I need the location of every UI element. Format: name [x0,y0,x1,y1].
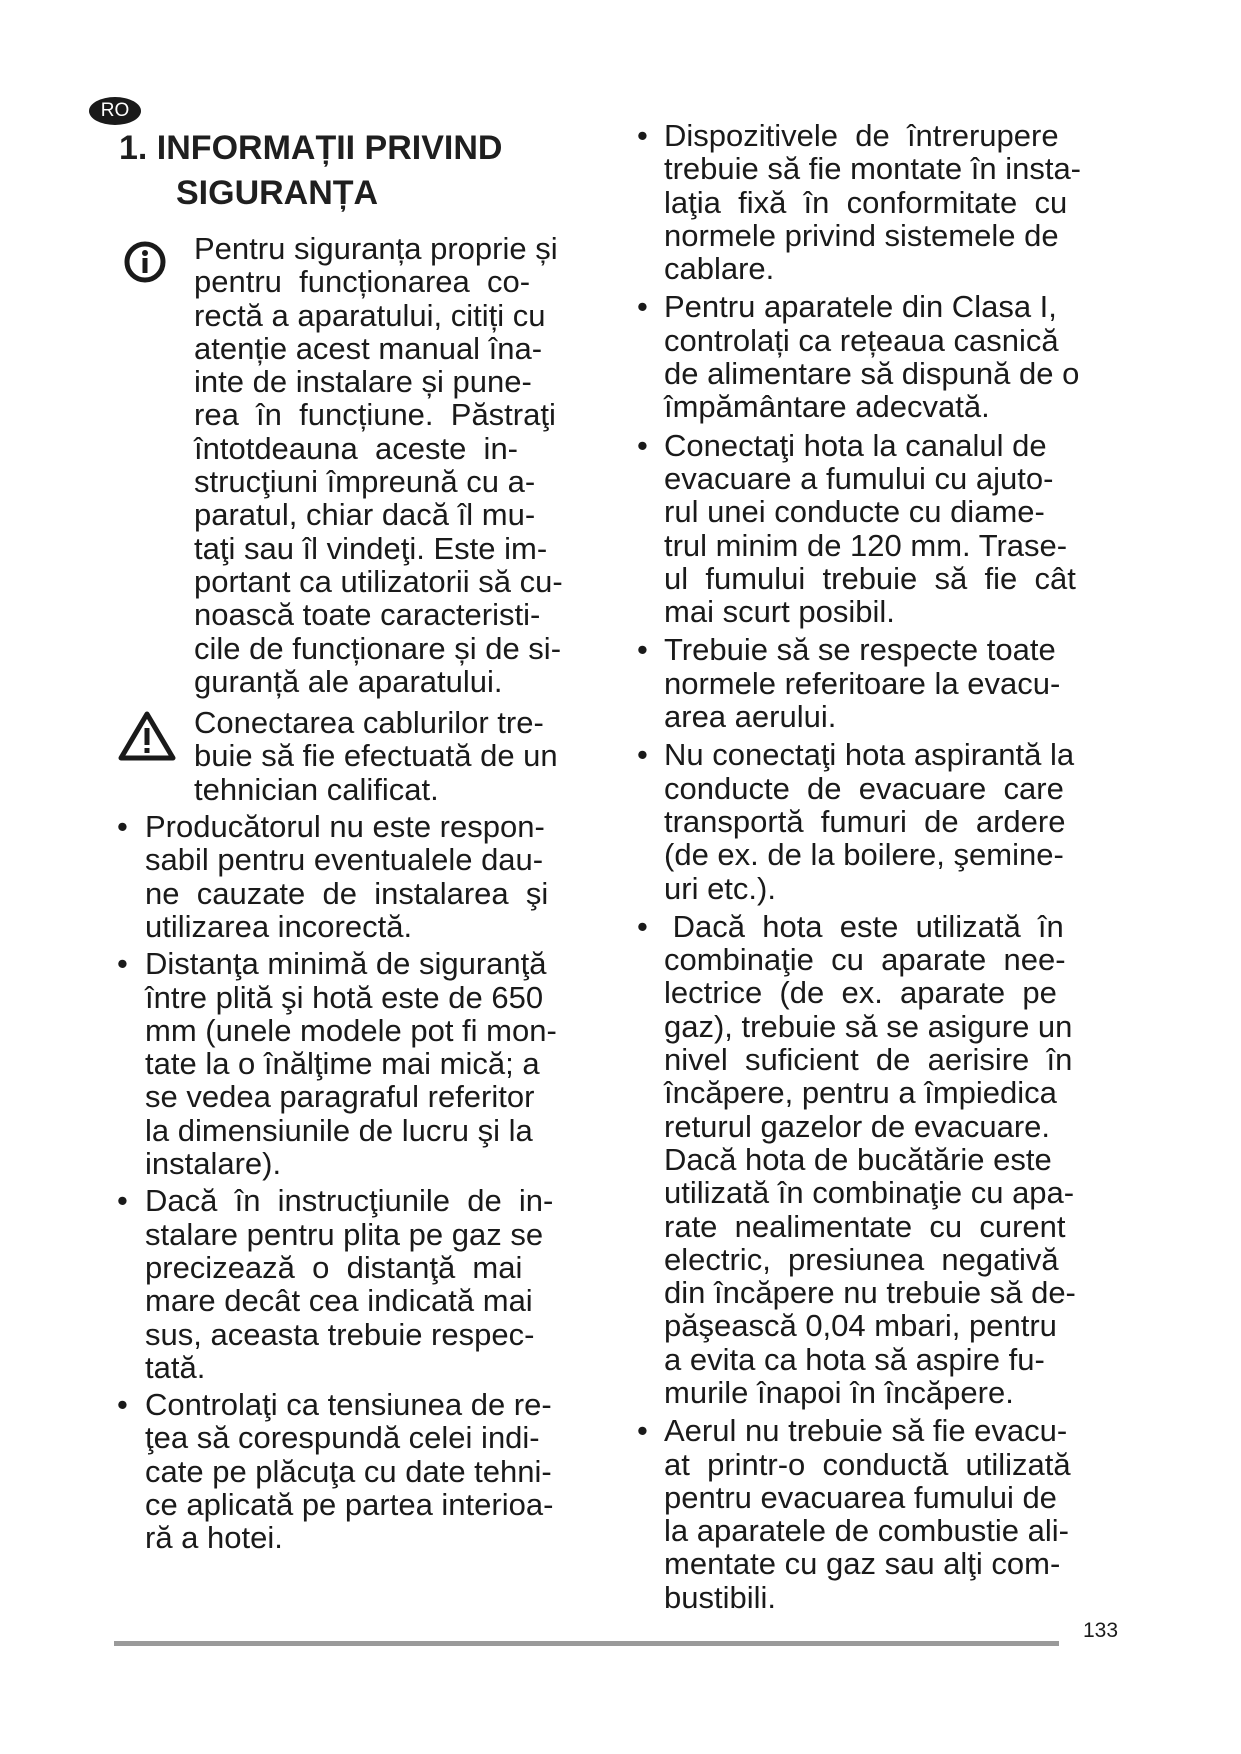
bullet-line: Dacă hota de bucătărie este [664,1141,1052,1177]
right-column [634,114,1174,1614]
bullet-line: at printr-o conductă utilizată [664,1446,1071,1482]
bullet-line: area aerului. [664,699,837,735]
bullet-line: (de ex. de la boilere, şemine- [664,837,1064,873]
bullet-line: murile înapoi în încăpere. [664,1374,1014,1410]
bullet-line: cablare. [664,251,775,287]
bullet-line: sus, aceasta trebuie respec- [145,1316,535,1352]
bullet-line: lectrice (de ex. aparate pe [664,975,1057,1011]
bullet-line: trul minim de 120 mm. Trase- [664,527,1068,563]
bullet-line: pentru evacuarea fumului de [664,1479,1057,1515]
bullet-line: transportă fumuri de ardere [664,803,1066,839]
info-note-text-line: pentru funcționarea co- [194,264,531,300]
info-note-text-line: întotdeauna aceste in- [194,430,519,466]
bullet-line: sabil pentru eventualele dau- [145,842,544,878]
bullet-item [634,910,1174,1409]
bullet-line: împământare adecvată. [664,389,990,425]
bullet-line: între plită şi hotă este de 650 [145,979,544,1015]
bullet-line: • Dispozitivele de întrerupere [664,118,1059,153]
bullet-line: evacuare a fumului cu ajuto- [664,460,1054,496]
bullet-line: utilizată în combinaţie cu apa- [664,1175,1075,1211]
language-badge: RO [89,97,141,125]
bullet-line: normele referitoare la evacu- [664,665,1061,701]
bullet-line: trebuie să fie montate în insta- [664,151,1082,187]
bullet-line: • Conectaţi hota la canalul de [664,427,1047,463]
bullet-line: mm (unele modele pot fi mon- [145,1012,557,1048]
info-note-text [194,232,634,698]
bullet-line: rate nealimentate cu curent [664,1208,1066,1244]
info-note-text-line: cile de funcționare și de si- [194,630,562,666]
bullet-item [114,1184,634,1384]
section-title-line-1: 1. INFORMAȚII PRIVIND [119,129,503,167]
bullet-line: stalare pentru plita pe gaz se [145,1216,544,1252]
info-note-text-line: Pentru siguranța proprie și [194,231,558,266]
bullet-item [634,633,1174,733]
info-note-text-line: noască toate caracteristi- [194,597,541,633]
page-number: 133 [1083,1619,1119,1642]
bullet-line: controlați ca rețeaua casnică [664,322,1059,358]
bullet-line: rul unei conducte cu diame- [664,494,1045,530]
bullet-line: laţia fixă în conformitate cu [664,184,1068,220]
bullet-line: ţea să corespundă celei indi- [145,1420,540,1456]
warning-note [114,706,634,806]
warning-note-text [194,706,634,806]
bullet-item [634,1414,1174,1614]
bullet-line: normele privind sistemele de [664,217,1059,253]
bullet-line: cate pe plăcuţa cu date tehni- [145,1453,552,1489]
bullet-line: • Controlaţi ca tensiunea de re- [145,1387,552,1423]
info-note-text-line: strucţiuni împreună cu a- [194,464,536,500]
bullet-line: tată. [145,1349,206,1385]
bullet-line: • Dacă în instrucţiunile de in- [145,1183,554,1219]
bullet-item [114,947,634,1180]
info-note [114,232,634,698]
info-note-text-line: rea în funcțiune. Păstraţi [194,397,556,433]
bullet-line: • Nu conectaţi hota aspirantă la [664,737,1075,773]
bullet-line: • Trebuie să se respecte toate [664,632,1056,668]
bullet-line: mai scurt posibil. [664,594,895,630]
bullet-line: din încăpere nu trebuie să de- [664,1275,1076,1311]
bullet-item [634,119,1174,285]
bullet-item [634,290,1174,423]
bullet-line: a evita ca hota să aspire fu- [664,1341,1045,1377]
bullet-line: mare decât cea indicată mai [145,1283,533,1319]
info-circle-icon [123,240,167,289]
bullet-line: • Dacă hota este utilizată în [664,908,1064,944]
info-note-text-line: inte de instalare și pune- [194,364,532,400]
bullet-line: la aparatele de combustie ali- [664,1513,1069,1549]
bullet-line: ră a hotei. [145,1520,283,1556]
bullet-line: electric, presiunea negativă [664,1241,1059,1277]
info-note-text-line: atenție acest manual îna- [194,330,543,366]
section-title [119,126,502,216]
info-note-text-line: paratul, chiar dacă îl mu- [194,497,536,533]
bullet-line: gaz), trebuie să se asigure un [664,1008,1073,1044]
bullet-line: • Aerul nu trebuie să fie evacu- [664,1413,1068,1449]
bullet-line: ul fumului trebuie să fie cât [664,560,1076,596]
bullet-line: combinaţie cu aparate nee- [664,942,1066,978]
bullet-line: nivel suficient de aerisire în [664,1042,1073,1078]
info-note-text-line: rectă a aparatului, citiți cu [194,297,546,333]
right-bullet-list [634,119,1174,1614]
warning-note-text-line: buie să fie efectuată de un [194,738,558,774]
bullet-line: mentate cu gaz sau alţi com- [664,1546,1061,1582]
bullet-line: încăpere, pentru a împiedica [664,1075,1057,1111]
bullet-line: precizează o distanţă mai [145,1249,523,1285]
bullet-item [634,738,1174,904]
bullet-line: • Distanţa minimă de siguranţă [145,946,547,982]
bullet-line: bustibili. [664,1579,776,1615]
bullet-line: instalare). [145,1146,282,1182]
footer-rule [114,1641,1059,1646]
bullet-line: • Producătorul nu este respon- [145,809,545,845]
bullet-line: tate la o înălţime mai mică; a [145,1046,540,1082]
left-bullet-list [114,810,634,1555]
bullet-item [114,810,634,943]
warning-triangle-icon [118,710,176,767]
bullet-line: returul gazelor de evacuare. [664,1108,1051,1144]
bullet-line: păşească 0,04 mbari, pentru [664,1308,1057,1344]
warning-note-text-line: tehnician calificat. [194,771,439,807]
section-title-line-2: SIGURANȚA [176,174,379,212]
bullet-line: ne cauzate de instalarea şi [145,875,549,911]
bullet-line: • Pentru aparatele din Clasa I, [664,289,1057,325]
info-note-text-line: guranță ale aparatului. [194,663,503,699]
warning-note-text-line: Conectarea cablurilor tre- [194,705,544,741]
info-note-text-line: portant ca utilizatorii să cu- [194,563,563,599]
bullet-item [634,429,1174,629]
bullet-line: de alimentare să dispună de o [664,356,1080,392]
bullet-line: conducte de evacuare care [664,770,1064,806]
bullet-line: la dimensiunile de lucru şi la [145,1112,533,1148]
left-column [114,232,634,1555]
bullet-item [114,1388,634,1554]
info-note-text-line: taţi sau îl vindeţi. Este im- [194,530,548,566]
bullet-line: uri etc.). [664,870,776,906]
bullet-line: ce aplicată pe partea interioa- [145,1486,554,1522]
bullet-line: se vedea paragraful referitor [145,1079,535,1115]
bullet-line: utilizarea incorectă. [145,908,413,944]
